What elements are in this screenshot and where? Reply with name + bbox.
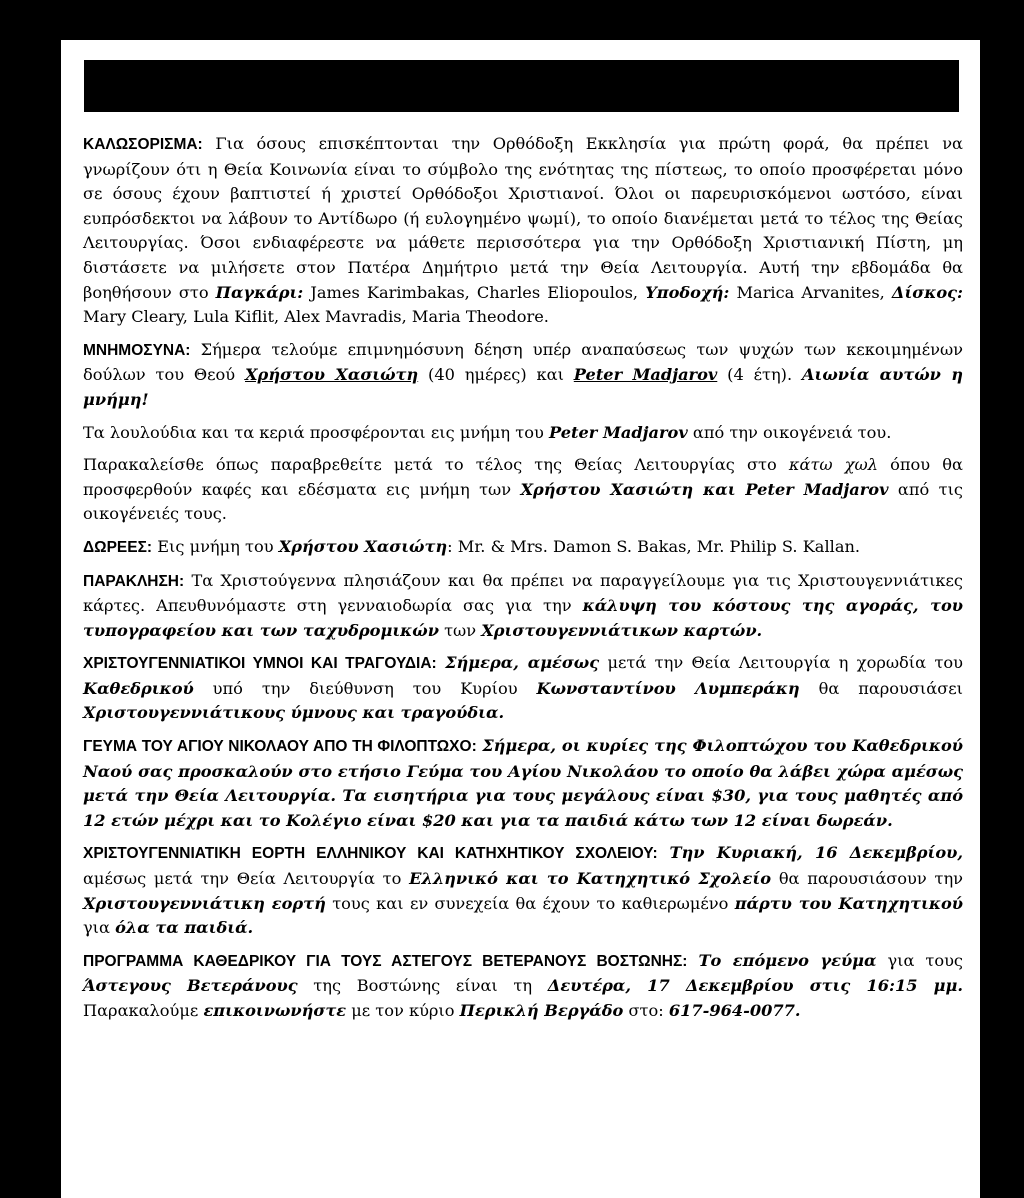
paragraph-text: Σήμερα, οι κυρίες της Φιλοπτώχου του Καθεδρικού Ναού σας προσκαλούν στο ετήσιο Γεύμα του Αγίου Νικολάου το οποίο θα λάβει χώρα αμέσως μετά την Θεία Λειτουργία. Τα εισητήρια για τους μεγάλους είναι $30, για τους μαθητές από 12 ετών μέχρι και το Κολέγιο είναι $20 και για τα παιδιά κάτω των 12 είναι δωρεάν. xyxy=(83,736,963,830)
announcement-paragraph xyxy=(83,841,963,940)
paragraph-text: (4 έτη). xyxy=(717,365,802,385)
paragraph-text: με τον κύριο xyxy=(346,1001,460,1020)
announcement-paragraph xyxy=(83,651,963,726)
paragraph-text: Marica Arvanites, xyxy=(729,282,892,302)
paragraph-text xyxy=(687,951,698,970)
paragraph-text: James Karimbakas, Charles Eliopoulos, xyxy=(303,282,646,302)
paragraph-text: Χρήστου Χασιώτη xyxy=(245,365,419,385)
paragraph-text: Peter Madjarov xyxy=(548,422,688,442)
paragraph-text: Περικλή Βεργάδο xyxy=(459,1001,624,1020)
announcement-paragraph xyxy=(83,421,963,446)
announcement-paragraph xyxy=(83,949,963,1024)
paragraph-text: Δευτέρα, 17 Δεκεμβρίου στις 16:15 μμ. xyxy=(547,976,963,996)
paragraph-text: Χριστουγεννιάτικη εορτή xyxy=(83,893,326,913)
paragraph-text: Σήμερα τελούμε επιμνημόσυνη δέηση υπέρ αναπαύσεως των ψυχών των κεκοιμημένων δούλων του Θεού xyxy=(83,339,963,385)
paragraph-text: για xyxy=(83,918,116,938)
paragraph-text: θα παρουσιάσουν την xyxy=(771,869,963,889)
paragraph-text: Ελληνικό και το Κατηχητικό Σχολείο xyxy=(409,869,772,889)
paragraph-text: Για όσους επισκέπτονται την Ορθόδοξη Εκκλησία για πρώτη φορά, θα πρέπει να γνωρίζουν ότι η Θεία Κοινωνία είναι το σύμβολο της ενότητας της πίστεως, το οποίο προσφέρεται μόνο σε όσους έχουν βαπτιστεί ή χριστεί Ορθόδοξοι Χριστιανοί. Όλοι οι παρευρισκόμενοι ωστόσο, είναι ευπρόσδεκτοι να λάβουν το Αντίδωρο (ή ευλογημένο ψωμί), το οποίο διανέμεται μετά το τέλος της Θείας Λειτουργίας. Όσοι ενδιαφέρεστε να μάθετε περισσότερα για την Ορθόδοξη Χριστιανική Πίστη, μη διστάσετε να μιλήσετε στον Πατέρα Δημήτριο μετά την Θεία Λειτουργία. Αυτή την εβδομάδα θα βοηθήσουν στο xyxy=(83,134,963,302)
announcement-paragraph xyxy=(83,453,963,527)
announcement-paragraph xyxy=(83,569,963,644)
paragraph-text: από την οικογένειά του. xyxy=(687,422,892,442)
paragraph-text: Peter Madjarov xyxy=(573,365,718,385)
section-heading: ΚΑΛΩΣΟΡΙΣΜΑ: xyxy=(83,136,203,153)
section-heading: ΔΩΡΕΕΣ: xyxy=(83,538,153,556)
paragraph-text: των xyxy=(438,620,482,640)
paragraph-text: της Βοστώνης είναι τη xyxy=(297,976,548,996)
paragraph-text: Χρήστου Χασιώτη xyxy=(278,536,448,556)
paragraph-text: Καθεδρικού xyxy=(83,678,194,698)
announcement-paragraph xyxy=(83,338,963,413)
paragraph-text: Σήμερα, αμέσως xyxy=(445,653,600,673)
section-heading: ΜΝΗΜΟΣΥΝΑ: xyxy=(83,341,191,359)
announcement-paragraph xyxy=(83,734,963,833)
paragraph-text: Παγκάρι: xyxy=(215,282,304,302)
section-heading: ΧΡΙΣΤΟΥΓΕΝΝΙΑΤΙΚΟΙ ΥΜΝΟΙ ΚΑΙ ΤΡΑΓΟΥΔΙΑ: xyxy=(83,655,437,673)
paragraph-text: στο: xyxy=(623,1001,669,1020)
paragraph-text: Τα Χριστούγεννα πλησιάζουν και θα πρέπει να παραγγείλουμε για τις Χριστουγεννιάτικες κάρτες. Απευθυνόμαστε στη γενναιοδωρία σας για την xyxy=(83,570,963,616)
paragraph-text xyxy=(437,653,445,672)
paragraph-text: Παρακαλούμε xyxy=(83,1001,204,1020)
paragraph-text: Την Κυριακή, 16 Δεκεμβρίου, xyxy=(669,843,963,863)
paragraph-text: επικοινωνήστε xyxy=(203,1001,347,1020)
section-heading: ΠΑΡΑΚΛΗΣΗ: xyxy=(83,572,185,590)
paragraph-text: Παρακαλείσθε όπως παραβρεθείτε μετά το τέλος της Θείας Λειτουργίας στο xyxy=(83,455,789,475)
paragraph-text: Χρήστου Χασιώτη και Peter Madjarov xyxy=(520,479,889,499)
paragraph-text: Δίσκος: xyxy=(891,282,963,302)
paragraph-text: κάτω χωλ xyxy=(788,455,879,475)
paragraph-text: υπό την διεύθυνση του Κυρίου xyxy=(193,678,537,698)
paragraph-text: αμέσως μετά την Θεία Λειτουργία το xyxy=(83,869,410,889)
paragraph-text: Mary Cleary, Lula Kiflit, Alex Mavradis, Maria Theodore. xyxy=(83,307,549,327)
paragraph-text: όπου θα προσφερθούν καφές και εδέσματα εις μνήμη των xyxy=(83,455,963,499)
paragraph-text: τους και εν συνεχεία θα έχουν το καθιερωμένο xyxy=(325,893,735,913)
paragraph-text: κάλυψη του κόστους της αγοράς, του τυπογραφείου και των ταχυδρομικών xyxy=(83,596,963,640)
redacted-header-bar xyxy=(84,60,959,112)
paragraph-text: Χριστουγεννιάτικους ύμνους και τραγούδια. xyxy=(83,703,505,723)
paragraph-text: μετά την Θεία Λειτουργία η χορωδία του xyxy=(599,653,963,673)
section-heading: ΠΡΟΓΡΑΜΜΑ ΚΑΘΕΔΡΙΚΟΥ ΓΙΑ ΤΟΥΣ ΑΣΤΕΓΟΥΣ ΒΕΤΕΡΑΝΟΥΣ ΒΟΣΤΩΝΗΣ: xyxy=(83,952,688,970)
announcement-paragraph xyxy=(83,132,963,330)
paragraph-text: για τους xyxy=(876,950,963,970)
paragraph-text: πάρτυ του Κατηχητικού xyxy=(734,893,963,913)
paragraph-text: Χριστουγεννιάτικων καρτών. xyxy=(481,620,763,640)
paragraph-text: Τα λουλούδια και τα κεριά προσφέρονται εις μνήμη του xyxy=(83,422,549,442)
bulletin-page xyxy=(61,40,980,1198)
paragraph-text: : Mr. & Mrs. Damon S. Bakas, Mr. Philip S. Kallan. xyxy=(447,536,861,556)
paragraph-text xyxy=(658,843,670,862)
paragraph-text: Αιωνία αυτών η μνήμη! xyxy=(83,365,964,409)
paragraph-text: Το επόμενο γεύμα xyxy=(698,950,877,970)
paragraph-text: 617-964-0077. xyxy=(668,1001,801,1020)
paragraph-text: (40 ημέρες) και xyxy=(418,365,574,385)
paragraph-text: όλα τα παιδιά. xyxy=(115,918,254,938)
announcements-body xyxy=(83,132,963,1032)
paragraph-text: Υποδοχή: xyxy=(645,282,730,302)
paragraph-text: Εις μνήμη του xyxy=(152,536,279,556)
paragraph-text: θα παρουσιάσει xyxy=(799,678,963,698)
paragraph-text: από τις οικογένειές τους. xyxy=(83,479,963,524)
section-heading: ΓΕΥΜΑ ΤΟΥ ΑΓΙΟΥ ΝΙΚΟΛΑΟΥ ΑΠΟ ΤΗ ΦΙΛΟΠΤΩΧΟ: xyxy=(83,738,477,756)
paragraph-text: Άστεγους Βετεράνους xyxy=(83,976,298,996)
paragraph-text: Κωνσταντίνου Λυμπεράκη xyxy=(536,678,800,698)
section-heading: ΧΡΙΣΤΟΥΓΕΝΝΙΑΤΙΚΗ ΕΟΡΤΗ ΕΛΛΗΝΙΚΟΥ ΚΑΙ ΚΑΤΗΧΗΤΙΚΟΥ ΣΧΟΛΕΙΟΥ: xyxy=(83,845,658,863)
announcement-paragraph xyxy=(83,535,963,561)
